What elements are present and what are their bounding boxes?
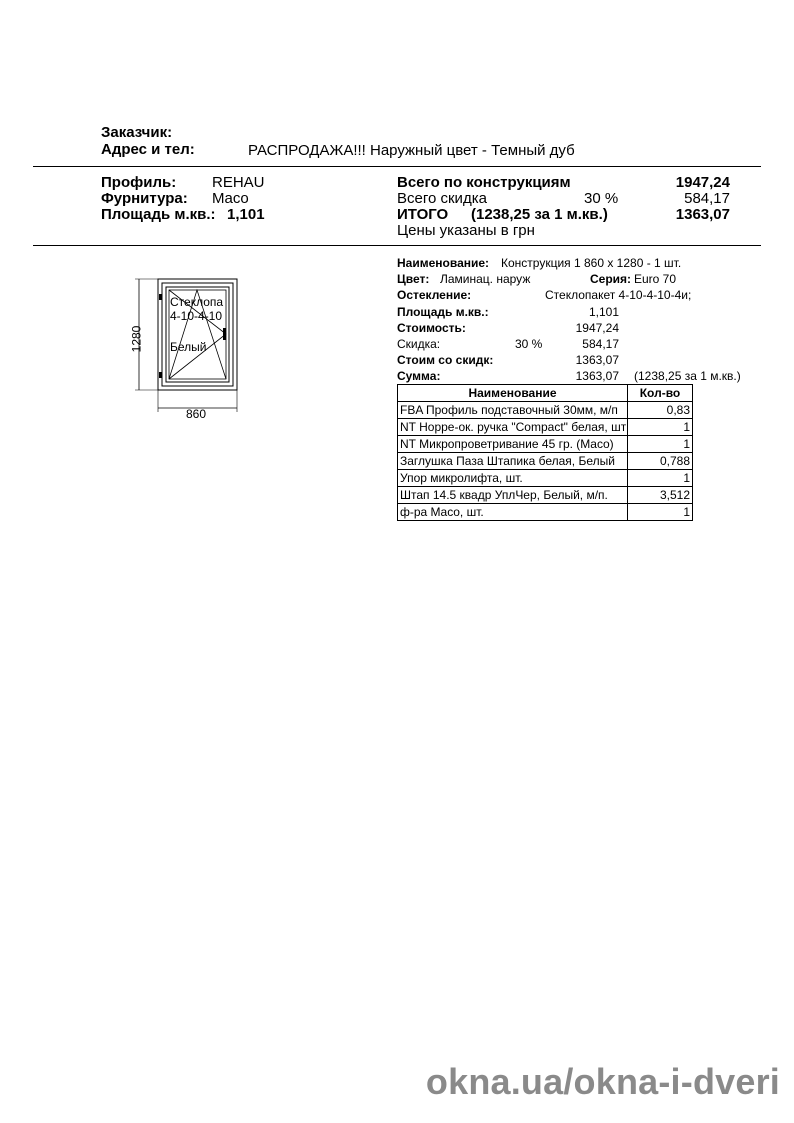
column-header-qty: Кол-во	[628, 385, 693, 402]
construction-discount-label: Скидка:	[397, 337, 441, 351]
table-row	[398, 419, 693, 436]
color-value: Ламинац. наруж	[440, 272, 531, 286]
item-qty: 0,83	[628, 402, 693, 419]
item-qty: 1	[628, 504, 693, 521]
table-row	[398, 487, 693, 504]
glass-label-1: Стеклопа	[170, 296, 224, 309]
item-qty: 1	[628, 436, 693, 453]
construction-area-label: Площадь м.кв.:	[397, 305, 489, 319]
item-qty: 1	[628, 470, 693, 487]
construction-discount-percent: 30 %	[515, 337, 543, 351]
item-name: ф-ра Maco, шт.	[398, 504, 628, 521]
area-value: 1,101	[227, 206, 265, 223]
hardware-label: Фурнитура:	[101, 190, 188, 207]
total-label: Всего по конструкциям	[397, 174, 571, 191]
profile-label: Профиль:	[101, 174, 177, 191]
currency-note: Цены указаны в грн	[397, 222, 535, 239]
grand-per-m2: (1238,25 за 1 м.кв.)	[471, 206, 608, 223]
table-row	[398, 504, 693, 521]
construction-name-label: Наименование:	[397, 256, 490, 270]
series-value: Euro 70	[634, 272, 677, 286]
grand-label: ИТОГО	[397, 206, 449, 223]
glazing-value: Стеклопакет 4-10-4-10-4и;	[545, 288, 692, 302]
sum-per-m2: (1238,25 за 1 м.кв.)	[634, 369, 741, 383]
address-label: Адрес и тел:	[101, 141, 195, 158]
frame-color-label: Белый	[170, 340, 207, 354]
cost-value: 1947,24	[575, 321, 619, 335]
item-qty: 1	[628, 419, 693, 436]
item-name: FBA Профиль подставочный 30мм, м/п	[398, 402, 628, 419]
item-name: NT Hoppe-ок. ручка "Compact" белая, шт	[398, 419, 628, 436]
item-qty: 0,788	[628, 453, 693, 470]
divider-middle	[33, 245, 761, 246]
total-value: 1947,24	[675, 174, 730, 191]
cost-discounted-value: 1363,07	[575, 353, 619, 367]
color-label: Цвет:	[397, 272, 430, 286]
discount-value: 584,17	[684, 190, 730, 207]
sum-label: Сумма:	[397, 369, 441, 383]
table-row	[398, 470, 693, 487]
area-label: Площадь м.кв.:	[101, 206, 216, 223]
table-row	[398, 436, 693, 453]
divider-top	[33, 166, 761, 167]
discount-percent: 30 %	[584, 190, 619, 207]
glazing-label: Остекление:	[397, 288, 472, 302]
series-label: Серия:	[590, 272, 632, 286]
cost-label: Стоимость:	[397, 321, 466, 335]
items-table	[397, 384, 693, 521]
hardware-value: Maco	[212, 190, 249, 207]
items-table-header	[398, 385, 693, 402]
item-name: NT Микропроветривание 45 гр. (Maco)	[398, 436, 628, 453]
glass-label-2: 4-10-4-10	[170, 310, 223, 323]
height-dimension: 1280	[129, 325, 144, 353]
discount-label: Всего скидка	[397, 190, 487, 207]
cost-discounted-label: Стоим со скидк:	[397, 353, 494, 367]
table-row	[398, 453, 693, 470]
item-name: Упор микролифта, шт.	[398, 470, 628, 487]
construction-discount-value: 584,17	[582, 337, 619, 351]
construction-name-value: Конструкция 1 860 х 1280 - 1 шт.	[501, 256, 682, 270]
item-qty: 3,512	[628, 487, 693, 504]
watermark: okna.ua/okna-i-dveri	[425, 1061, 780, 1102]
sum-value: 1363,07	[575, 369, 619, 383]
profile-value: REHAU	[212, 174, 265, 191]
construction-area-value: 1,101	[588, 305, 619, 319]
table-row	[398, 402, 693, 419]
customer-label: Заказчик:	[101, 124, 173, 141]
grand-value: 1363,07	[675, 206, 730, 223]
item-name: Штап 14.5 квадр УплЧер, Белый, м/п.	[398, 487, 628, 504]
item-name: Заглушка Паза Штапика белая, Белый	[398, 453, 628, 470]
column-header-name: Наименование	[398, 385, 628, 402]
address-value: РАСПРОДАЖА!!! Наружный цвет - Темный дуб	[248, 142, 575, 159]
width-dimension: 860	[186, 407, 207, 421]
